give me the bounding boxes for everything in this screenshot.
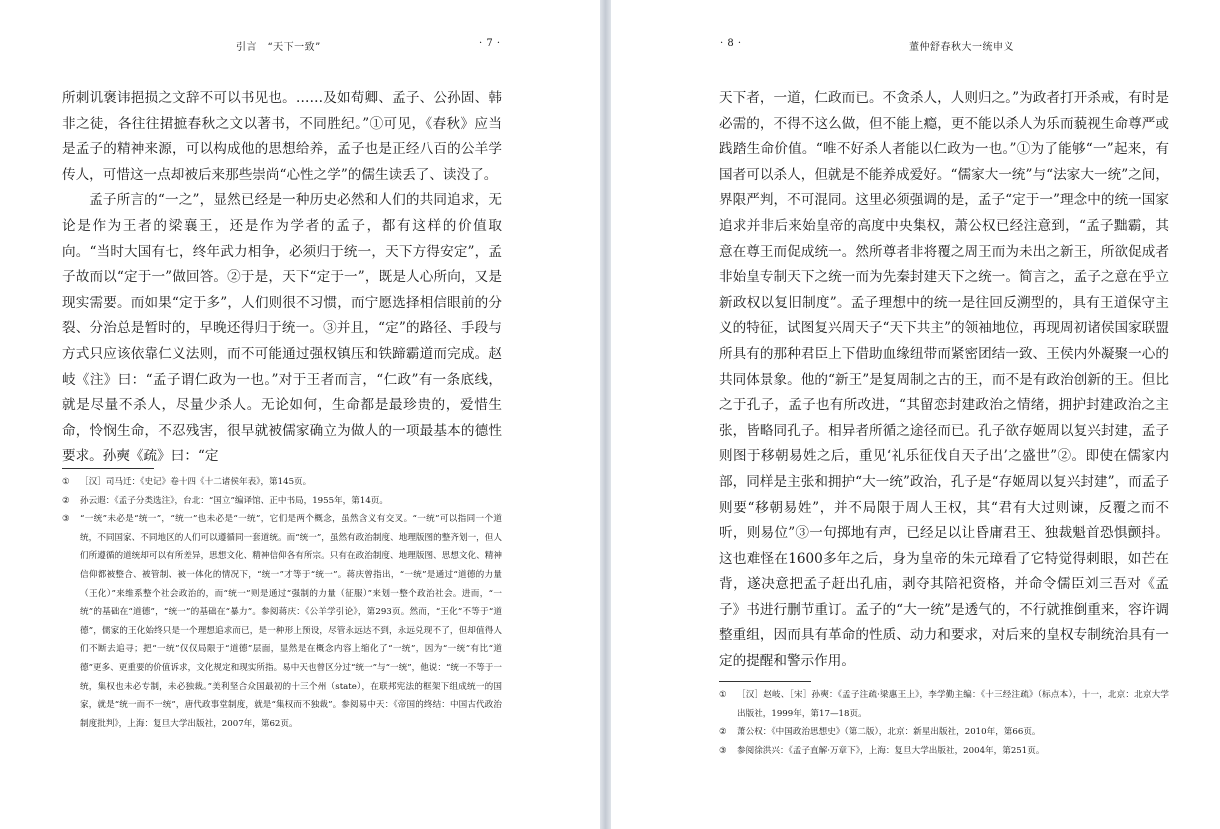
footnote-text: 参阅徐洪兴：《孟子直解·万章下》，上海：复旦大学出版社，2004年，第251页。 [737, 745, 1045, 756]
footnotes [719, 686, 1169, 760]
page-number: · 7 · [479, 38, 501, 49]
footnote-rule [62, 468, 154, 469]
page-gutter [600, 0, 611, 829]
footnote [719, 723, 1169, 742]
footnote-mark: ① [719, 690, 727, 700]
footnote [719, 742, 1169, 761]
left-page [0, 0, 600, 829]
footnote-mark: ② [62, 495, 70, 506]
footnote [62, 473, 502, 492]
footnote-mark: ② [719, 727, 727, 738]
footnote-rule [719, 681, 811, 682]
footnote [719, 686, 1169, 723]
paragraph: 天下者，一道，仁政而已。不贪杀人，人则归之。”为政者打开杀戒，有时是必需的，不得不这么做，但不能上瘾，更不能以杀人为乐而藐视生命尊严或践踏生命价值。“唯不好杀人者能以仁政为一也。”①为了能够“一”起来，有国者可以杀人，但就是不能养成爱好。“儒家大一统”与“法家大一统”之间，界限严判，不可混同。这里必须强调的是，孟子“定于一”理念中的统一国家追求并非后来始皇帝的高度中央集权，萧公权已经注意到，“孟子黜霸，其意在尊王而促成统一。然所尊者非将覆之周王而为未出之新王，所欲促成者非始皇专制天下之统一而为先秦封建天下之统一。简言之，孟子之意在乎立新政权以复旧制度”。孟子理想中的统一是往回反溯型的，具有王道保守主义的特征，试图复兴周天子“天下共主”的领袖地位，再现周初诸侯国家联盟所具有的那种君臣上下借助血缘纽带而紧密团结一致、王侯内外凝聚一心的共同体景象。他的“新王”是复周制之古的王，而不是有政治创新的王。但比之于孔子，孟子也有所改进，“其留恋封建政治之情绪，拥护封建政治之主张，皆略同孔子。相异者所循之途径而已。孔子欲存姬周以复兴封建，孟子则图于移朝易姓之后，重见‘礼乐征伐自天子出’之盛世”②。即使在儒家内部，同样是主张和拥护“大一统”政治，孔子是“存姬周以复兴封建”，而孟子则要“移朝易姓”，并不局限于周人王权，其“君有大过则谏，反覆之而不听，则易位”③一句掷地有声，已经足以让昏庸君王、独裁魁首恐惧颤抖。这也难怪在1600多年之后，身为皇帝的朱元璋看了它特觉得刺眼，如芒在背，遂决意把孟子赶出孔庙，剥夺其陪祀资格，并命令儒臣刘三吾对《孟子》书进行删节重订。孟子的“大一统”是透气的，不行就推倒重来，容许调整重组，因而具有革命的性质、动力和要求，对后来的皇权专制统治具有一定的提醒和警示作用。 [719, 90, 1169, 670]
running-header-title: 董仲舒春秋大一统申义 [909, 42, 1014, 53]
footnote-mark: ① [62, 477, 70, 487]
footnote-mark: ③ [62, 514, 70, 525]
footnote-text: 孙云遐：《孟子分类选注》，台北：“国立”编译馆、正中书局，1955年，第14页。 [80, 495, 388, 506]
footnote-text: ［汉］司马迁：《史记》卷十四《十二诸侯年表》，第145页。 [80, 477, 312, 487]
page-number: · 8 · [720, 38, 742, 49]
footnotes [62, 473, 502, 733]
footnote [62, 492, 502, 511]
main-text [719, 86, 1169, 675]
right-page [611, 0, 1220, 829]
running-header-title: 引言 “天下一致” [236, 42, 321, 53]
footnote-text: 萧公权：《中国政治思想史》（第二版），北京：新星出版社，2010年，第66页。 [737, 727, 1041, 738]
main-text [62, 86, 502, 470]
footnote-text: “一统”未必是“统一”，“统一”也未必是“一统”，它们是两个概念，虽然含义有交叉。“一统”可以指同一个道统，不同国家、不同地区的人们可以遵循同一套道统。而“统一”，虽然有政治制度、地理版图的整齐划一，但人们所遵循的道统却可以有所差异，思想文化、精神信仰各有所宗。只有在政治制度、地理版图、思想文化、精神信仰都被整合、被管制、被一体化的情况下，“统一”才等于“统一”。蒋庆曾指出，“一统”是通过“道德的力量（王化）”来维系整个社会政治的，而“统一”则是通过“强制的力量（征服）”来划一整个政治社会。进而，“一统”的基础在“道德”，“统一”的基础在“暴力”。参阅蒋庆：《公羊学引论》，第293页。然而，“王化”不等于“道德”，儒家的王化始终只是一个理想追求而已，是一种形上预设，尽管永远达不到，永远兑现不了，但却值得人们不断去追寻；把“一统”仅仅局限于“道德”层面，显然是在概念内容上缩化了“一统”，因为“一统”有比“道德”更多、更重要的价值诉求，文化规定和现实所指。易中天也曾区分过“统一”与“一统”，他说：“统一不等于一统，集权也未必专制，未必独裁。”美利坚合众国最初的十三个州（state），在联邦宪法的框架下组成统一的国家，就是“统一而不一统”，唐代政事堂制度，就是“集权而不独裁”。参阅易中天：《帝国的终结：中国古代政治制度批判》，上海：复旦大学出版社，2007年，第62页。 [80, 514, 502, 729]
footnote [62, 510, 502, 733]
footnote-text: ［汉］赵岐、［宋］孙奭：《孟子注疏·梁惠王上》，李学勤主编：《十三经注疏》（标点本），十一，北京：北京大学出版社，1999年，第17—18页。 [737, 690, 1169, 719]
paragraph: 所刺讥褒讳挹损之文辞不可以书见也。……及如荀卿、孟子、公孙固、韩非之徒，各往往捃摭春秋之文以著书，不同胜纪。”①可见，《春秋》应当是孟子的精神来源，可以构成他的思想给养，孟子也是正经八百的公羊学传人，可惜这一点却被后来那些崇尚“心性之学”的儒生读丢了、读没了。 [62, 90, 502, 183]
paragraph: 孟子所言的“一之”，显然已经是一种历史必然和人们的共同追求，无论是作为王者的梁襄王，还是作为学者的孟子，都有这样的价值取向。“当时大国有七，终年武力相争，必须归于统一，天下方得安定”，孟子故而以“定于一”做回答。②于是，天下“定于一”，既是人心所向，又是现实需要。而如果“定于多”，人们则很不习惯，而宁愿选择相信眼前的分裂、分治总是暂时的，早晚还得归于统一。③并且，“定”的路径、手段与方式只应该依靠仁义法则，而不可能通过强权镇压和铁蹄霸道而完成。赵岐《注》曰：“孟子谓仁政为一也。”对于王者而言，“仁政”有一条底线，就是尽量不杀人，尽量少杀人。无论如何，生命都是最珍贵的，爱惜生命，怜悯生命，不忍残害，很早就被儒家确立为做人的一项最基本的德性要求。孙奭《疏》曰：“定 [62, 192, 502, 465]
footnote-mark: ③ [719, 745, 727, 756]
